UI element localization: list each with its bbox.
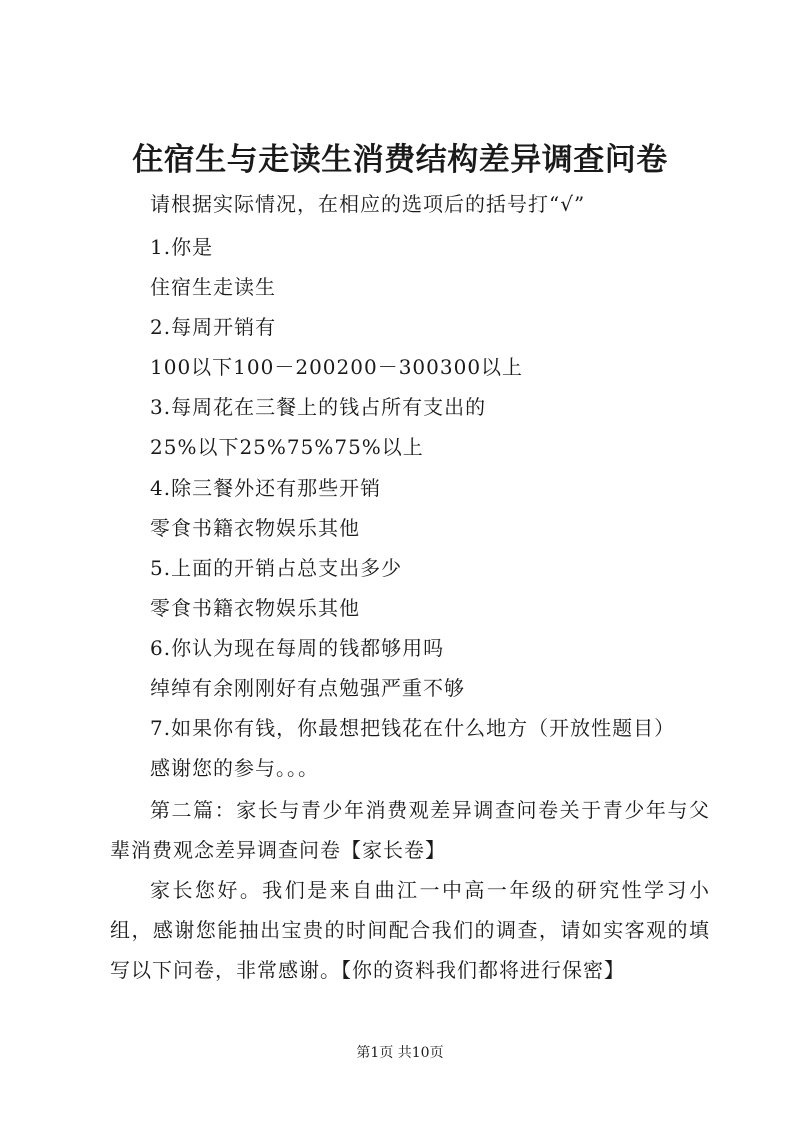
question-6: 6.你认为现在每周的钱都够用吗 [150, 636, 445, 660]
question-5: 5.上面的开销占总支出多少 [150, 556, 403, 580]
thanks-text: 感谢您的参与。。。 [150, 756, 319, 780]
document-title: 住宿生与走读生消费结构差异调查问卷 [132, 142, 668, 178]
question-2-options: 100以下100－200200－300300以上 [150, 355, 524, 379]
question-1-options: 住宿生走读生 [150, 275, 276, 299]
question-2: 2.每周开销有 [150, 315, 277, 339]
question-5-options: 零食书籍衣物娱乐其他 [150, 596, 360, 620]
question-4: 4.除三餐外还有那些开销 [150, 476, 382, 500]
page-number-footer: 第1页 共10页 [356, 1045, 444, 1061]
question-4-options: 零食书籍衣物娱乐其他 [150, 516, 360, 540]
paragraph-parent-greeting: 家长您好。我们是来自曲江一中高一年级的研究性学习小组，感谢您能抽出宝贵的时间配合我们的调查，请如实客观的填写以下问卷，非常感谢。【你的资料我们都将进行保密】 [110, 878, 710, 982]
instruction-text: 请根据实际情况，在相应的选项后的括号打“√” [150, 192, 586, 216]
question-3-options: 25%以下25%75%75%以上 [150, 435, 424, 459]
question-3: 3.每周花在三餐上的钱占所有支出的 [150, 395, 487, 419]
question-7: 7.如果你有钱，你最想把钱花在什么地方（开放性题目） [150, 716, 676, 740]
paragraph-second-article: 第二篇：家长与青少年消费观差异调查问卷关于青少年与父辈消费观念差异调查问卷【家长卷】 [110, 798, 710, 862]
question-6-options: 绰绰有余刚刚好有点勉强严重不够 [150, 676, 465, 700]
question-1: 1.你是 [150, 235, 214, 259]
